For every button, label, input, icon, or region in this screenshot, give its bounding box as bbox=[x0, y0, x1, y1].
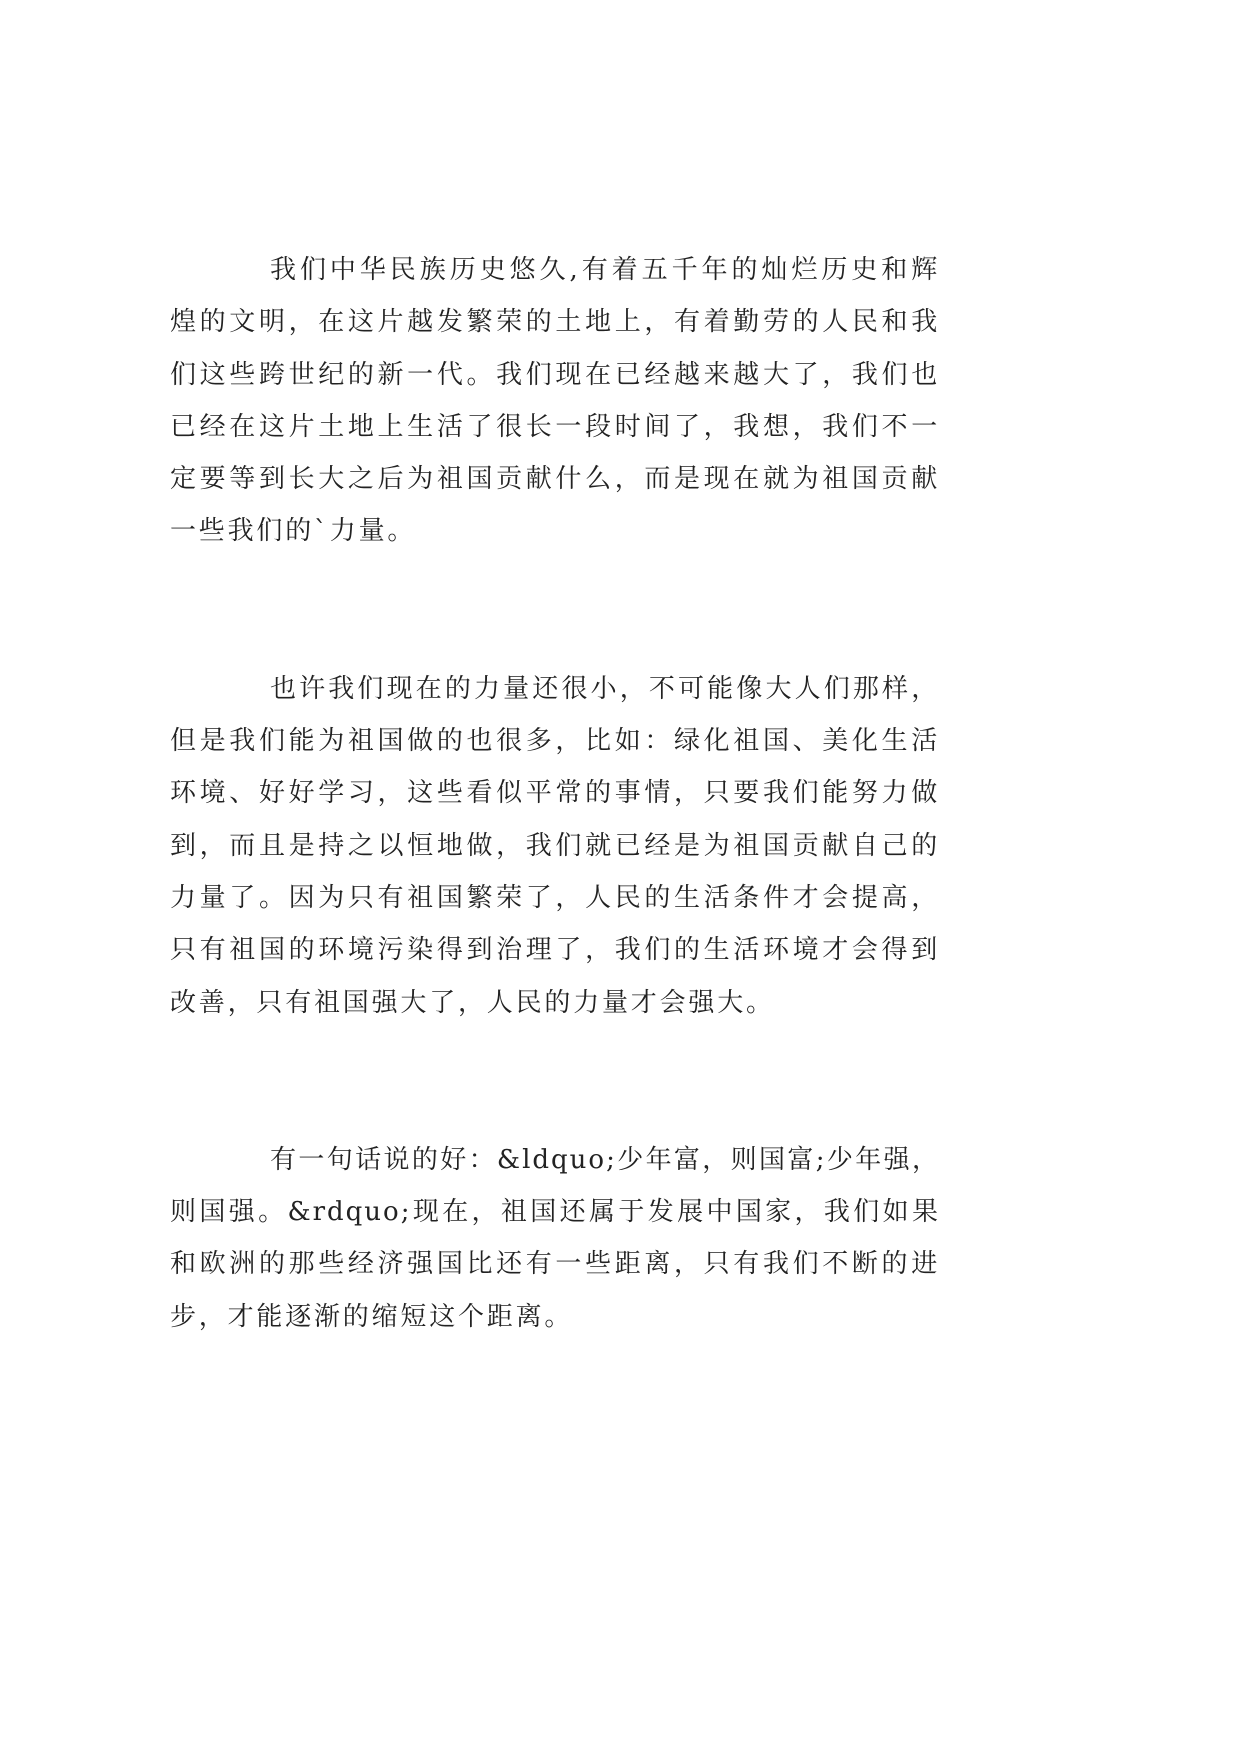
document-body bbox=[170, 244, 940, 1343]
text-line: 则国强。&rdquo;现在，祖国还属于发展中国家，我们如果 bbox=[170, 1197, 940, 1228]
text-line: 定要等到长大之后为祖国贡献什么，而是现在就为祖国贡献 bbox=[170, 464, 940, 495]
text-line: 们这些跨世纪的新一代。我们现在已经越来越大了，我们也 bbox=[170, 359, 940, 390]
paragraph-1 bbox=[170, 244, 940, 558]
text-line: 我们中华民族历史悠久,有着五千年的灿烂历史和辉 bbox=[270, 255, 940, 285]
text-line: 到，而且是持之以恒地做，我们就已经是为祖国贡献自己的 bbox=[170, 830, 940, 861]
text-line: 步，才能逐渐的缩短这个距离。 bbox=[170, 1301, 574, 1332]
text-line: 煌的文明，在这片越发繁荣的土地上，有着勤劳的人民和我 bbox=[170, 307, 940, 338]
paragraph-2 bbox=[170, 663, 940, 1029]
text-line: 只有祖国的环境污染得到治理了，我们的生活环境才会得到 bbox=[170, 935, 940, 966]
text-line: 力量了。因为只有祖国繁荣了，人民的生活条件才会提高， bbox=[170, 882, 940, 913]
paragraph-3 bbox=[170, 1134, 940, 1343]
text-line: 已经在这片土地上生活了很长一段时间了，我想，我们不一 bbox=[170, 411, 940, 442]
text-line: 但是我们能为祖国做的也很多，比如：绿化祖国、美化生活 bbox=[170, 726, 940, 757]
text-line: 改善，只有祖国强大了，人民的力量才会强大。 bbox=[170, 987, 775, 1018]
text-line: 和欧洲的那些经济强国比还有一些距离，只有我们不断的进 bbox=[170, 1249, 940, 1280]
text-line: 有一句话说的好：&ldquo;少年富，则国富;少年强， bbox=[270, 1144, 940, 1175]
text-line: 环境、好好学习，这些看似平常的事情，只要我们能努力做 bbox=[170, 778, 940, 809]
text-line: 也许我们现在的力量还很小，不可能像大人们那样， bbox=[270, 673, 940, 704]
text-line: 一些我们的`力量。 bbox=[170, 516, 417, 547]
